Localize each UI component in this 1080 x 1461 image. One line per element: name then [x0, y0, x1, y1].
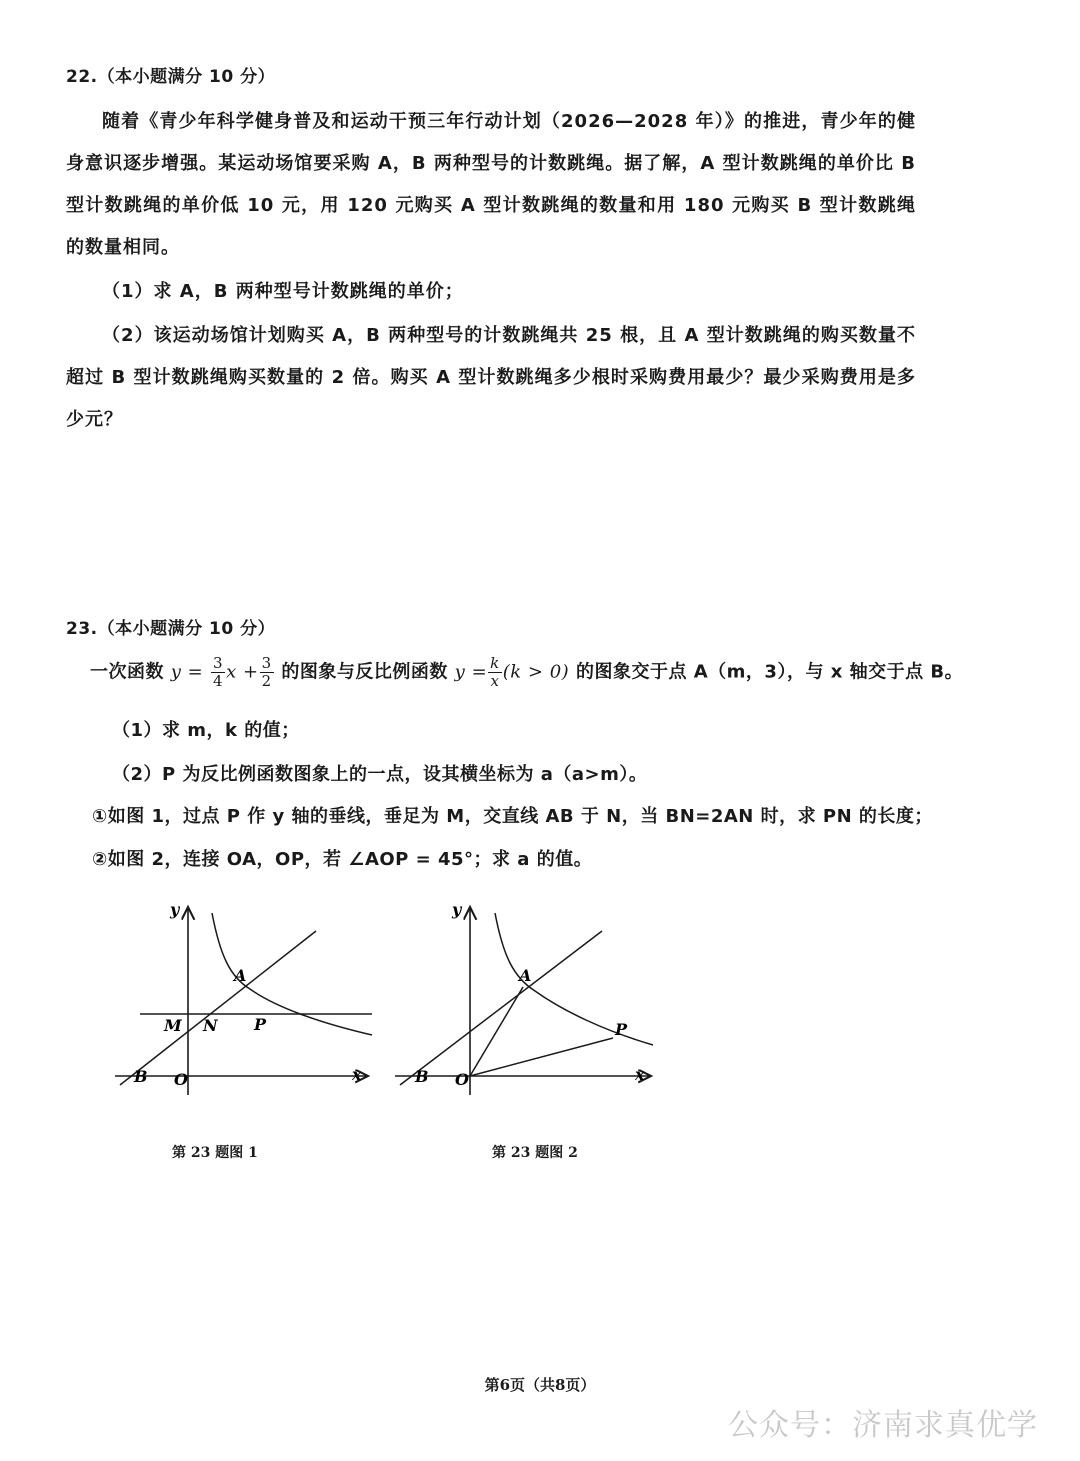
q22-part2: （2）该运动场馆计划购买 A，B 两种型号的计数跳绳共 25 根，且 A 型计数跳绳的购买数量不超过 B 型计数跳绳购买数量的 2 倍。购买 A 型计数跳绳多少根时采购费用最少？最少采购费用是多少元？ [66, 325, 916, 430]
q23-stem-mid: 的图象与反比例函数 [281, 661, 448, 683]
fig1-label-m: M [164, 1016, 182, 1035]
fig2-segment-oa [470, 987, 523, 1076]
q23-sub2: ②如图 2，连接 OA，OP，若 ∠AOP = 45°；求 a 的值。 [92, 849, 593, 870]
page-number: 第6页（共8页） [484, 1376, 596, 1394]
q23-stem-suffix: 的图象交于点 A（m，3），与 x 轴交于点 B。 [575, 661, 964, 683]
q23-stem [90, 655, 963, 690]
q23-part1: （1）求 m，k 的值； [112, 720, 300, 741]
fig2-line-ab [400, 931, 602, 1085]
fig2-caption: 第 23 题图 2 [492, 1145, 578, 1161]
eq2-frac-den: x [490, 672, 500, 690]
fig1-label-y: y [170, 900, 180, 919]
fig1-caption: 第 23 题图 1 [172, 1145, 258, 1161]
q23-part2: （2）P 为反比例函数图象上的一点，设其横坐标为 a（a>m）。 [112, 764, 648, 785]
fig1-label-n: N [203, 1016, 218, 1035]
fig2-label-p: P [615, 1020, 628, 1039]
fig2-segment-op [470, 1038, 613, 1076]
fig1-label-o: O [174, 1070, 188, 1089]
fig2-label-a: A [519, 966, 532, 985]
fig2-label-b: B [415, 1067, 429, 1086]
figure-2 [385, 895, 675, 1105]
q23-heading: 23.（本小题满分 10 分） [66, 619, 276, 639]
eq1-frac2-num: 3 [261, 654, 272, 672]
q23-stem-prefix: 一次函数 [90, 661, 164, 683]
q22-part1: （1）求 A，B 两种型号计数跳绳的单价； [102, 281, 464, 302]
watermark: 公众号：济南求真优学 [728, 1408, 1038, 1443]
q22-intro: 随着《青少年科学健身普及和运动干预三年行动计划（2026—2028 年）》的推进，青少年的健身意识逐步增强。某运动场馆要采购 A，B 两种型号的计数跳绳。据了解，A 型计数跳绳的单价比 B 型计数跳绳的单价低 10 元，用 120 元购买 A 型计数跳绳的数量和用 180 元购买 B 型计数跳绳的数量相同。 [66, 111, 916, 258]
eq1-frac2-den: 2 [261, 672, 272, 690]
eq2-frac-num: k [490, 654, 500, 672]
q22-heading: 22.（本小题满分 10 分） [66, 67, 276, 87]
eq1-frac1 [211, 655, 225, 690]
fig1-label-p: P [254, 1015, 267, 1034]
q23-sub1: ①如图 1，过点 P 作 y 轴的垂线，垂足为 M，交直线 AB 于 N，当 BN=2AN 时，求 PN 的长度； [92, 806, 933, 827]
eq2-frac [488, 655, 502, 690]
fig1-label-b: B [134, 1067, 148, 1086]
eq1-mid: x + [226, 661, 259, 683]
fig2-label-y: y [452, 900, 462, 919]
eq1-frac2 [260, 655, 274, 690]
eq2-lhs: y = [454, 661, 488, 683]
eq1-frac1-num: 3 [213, 654, 224, 672]
fig1-label-a: A [234, 966, 247, 985]
eq1-lhs: y = [170, 661, 204, 683]
eq2-cond: (k > 0) [502, 661, 570, 683]
fig1-label-x: x [352, 1065, 362, 1084]
figure-1 [100, 895, 390, 1105]
eq1-frac1-den: 4 [213, 672, 224, 690]
fig2-label-o: O [455, 1070, 469, 1089]
fig2-label-x: x [635, 1065, 645, 1084]
